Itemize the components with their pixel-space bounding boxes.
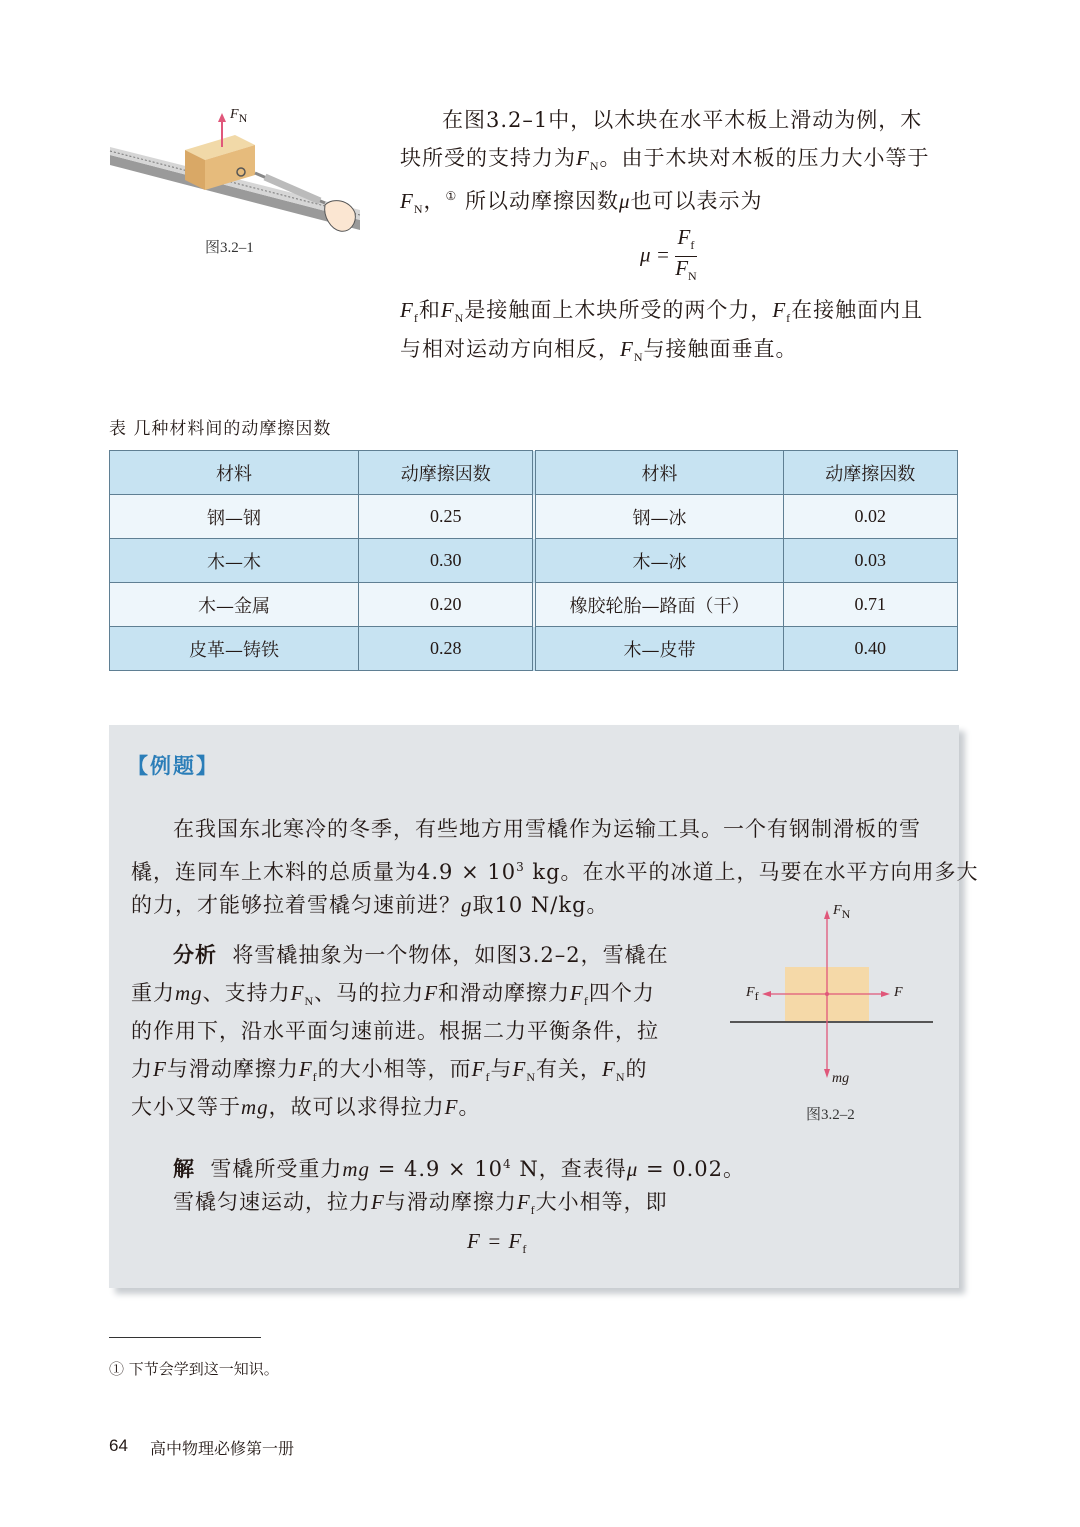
table-cell: 0.30: [359, 539, 535, 583]
figure2-caption: 图3.2–2: [806, 1107, 855, 1123]
analysis-line-5: 大小又等于mg，故可以求得拉力F。: [131, 1095, 481, 1119]
table-cell: 0.25: [359, 495, 535, 539]
example-question-line-2: 橇，连同车上木料的总质量为$4.9 \times 10^3$ kg。在水平的冰道上，马要在水平方向用多大: [131, 860, 979, 884]
intro-line-2: 块所受的支持力为$F_N$。由于木块对木板的压力大小等于: [400, 146, 930, 174]
header-coefficient-1: 动摩擦因数: [359, 451, 535, 495]
table-cell: 0.28: [359, 627, 535, 671]
footnote-divider: [109, 1337, 261, 1338]
figure-3-2-1: [105, 105, 370, 245]
figure1-caption: 图3.2–1: [205, 240, 254, 256]
table-cell: 0.40: [783, 627, 957, 671]
intro-line-3: $F_N$，① 所以动摩擦因数μ也可以表示为: [400, 189, 763, 217]
f-arrowhead: [881, 991, 890, 997]
analysis-line-1: 分析 将雪橇抽象为一个物体，如图3.2–2，雪橇在: [173, 943, 669, 967]
intro-line-4: $F_f$和$F_N$是接触面上木块所受的两个力，$F_f$在接触面内且: [400, 298, 924, 326]
table-cell: 0.02: [783, 495, 957, 539]
mg-arrowhead: [824, 1069, 830, 1078]
table-header-row: [110, 451, 958, 495]
table-row: [110, 583, 958, 627]
analysis-line-2: 重力mg、支持力$F_N$、马的拉力F和滑动摩擦力$F_f$四个力: [131, 981, 655, 1009]
mu-fraction: $\frac{F_f}{F_N}$: [675, 225, 697, 284]
solution-line-2: 雪橇匀速运动，拉力F与滑动摩擦力$F_f$大小相等，即: [173, 1190, 668, 1218]
table-cell: 橡胶轮胎—路面（干）: [534, 583, 783, 627]
page-number: 64: [109, 1436, 128, 1455]
figure1-force-label: $F_N$: [230, 107, 248, 125]
example-question-line-3: 的力，才能够拉着雪橇匀速前进？g取10 N/kg。: [131, 893, 609, 917]
table-cell: 钢—冰: [534, 495, 783, 539]
figure2-label-f: F: [894, 985, 903, 1000]
friction-table: [109, 450, 958, 671]
figure2-label-ff: $F_f$: [746, 985, 759, 1003]
table-cell: 0.71: [783, 583, 957, 627]
table-cell: 木—木: [110, 539, 359, 583]
table-title: 表 几种材料间的动摩擦因数: [109, 419, 332, 439]
header-material-1: 材料: [110, 451, 359, 495]
footnote-mark: ①: [445, 189, 458, 203]
solution-line-1: 解 雪橇所受重力mg = $4.9 \times 10^4$ N，查表得μ = 0.02。: [173, 1157, 746, 1181]
example-label: 【例题】: [127, 754, 219, 778]
example-question-line-1: 在我国东北寒冷的冬季，有些地方用雪橇作为运输工具。一个有钢制滑板的雪: [173, 817, 921, 841]
table-cell: 木—皮带: [534, 627, 783, 671]
book-title: 高中物理必修第一册: [150, 1439, 295, 1458]
ff-arrowhead: [762, 991, 771, 997]
table-cell: 木—冰: [534, 539, 783, 583]
table-row: [110, 627, 958, 671]
footnote: ① 下节会学到这一知识。: [109, 1360, 279, 1378]
mu-formula: μ = $\frac{F_f}{F_N}$: [640, 226, 697, 287]
table-cell: 0.20: [359, 583, 535, 627]
intro-line-1: 在图3.2–1中，以木块在水平木板上滑动为例，木: [442, 108, 923, 132]
analysis-label: 分析: [173, 943, 217, 967]
table-cell: 皮革—铸铁: [110, 627, 359, 671]
fn-arrowhead: [824, 910, 830, 919]
figure2-label-mg: mg: [832, 1071, 850, 1086]
table-cell: 钢—钢: [110, 495, 359, 539]
header-coefficient-2: 动摩擦因数: [783, 451, 957, 495]
solution-equation: $F = F_f$: [467, 1229, 528, 1257]
table-cell: 木—金属: [110, 583, 359, 627]
analysis-line-4: 力F与滑动摩擦力$F_f$的大小相等，而$F_f$与$F_N$有关，$F_N$的: [131, 1057, 648, 1085]
table-row: [110, 539, 958, 583]
header-material-2: 材料: [534, 451, 783, 495]
analysis-line-3: 的作用下，沿水平面匀速前进。根据二力平衡条件，拉: [131, 1019, 659, 1043]
figure2-label-fn: $F_N$: [833, 903, 851, 921]
solution-label: 解: [173, 1157, 195, 1181]
table-cell: 0.03: [783, 539, 957, 583]
intro-line-5: 与相对运动方向相反，$F_N$与接触面垂直。: [400, 337, 798, 365]
table-row: [110, 495, 958, 539]
